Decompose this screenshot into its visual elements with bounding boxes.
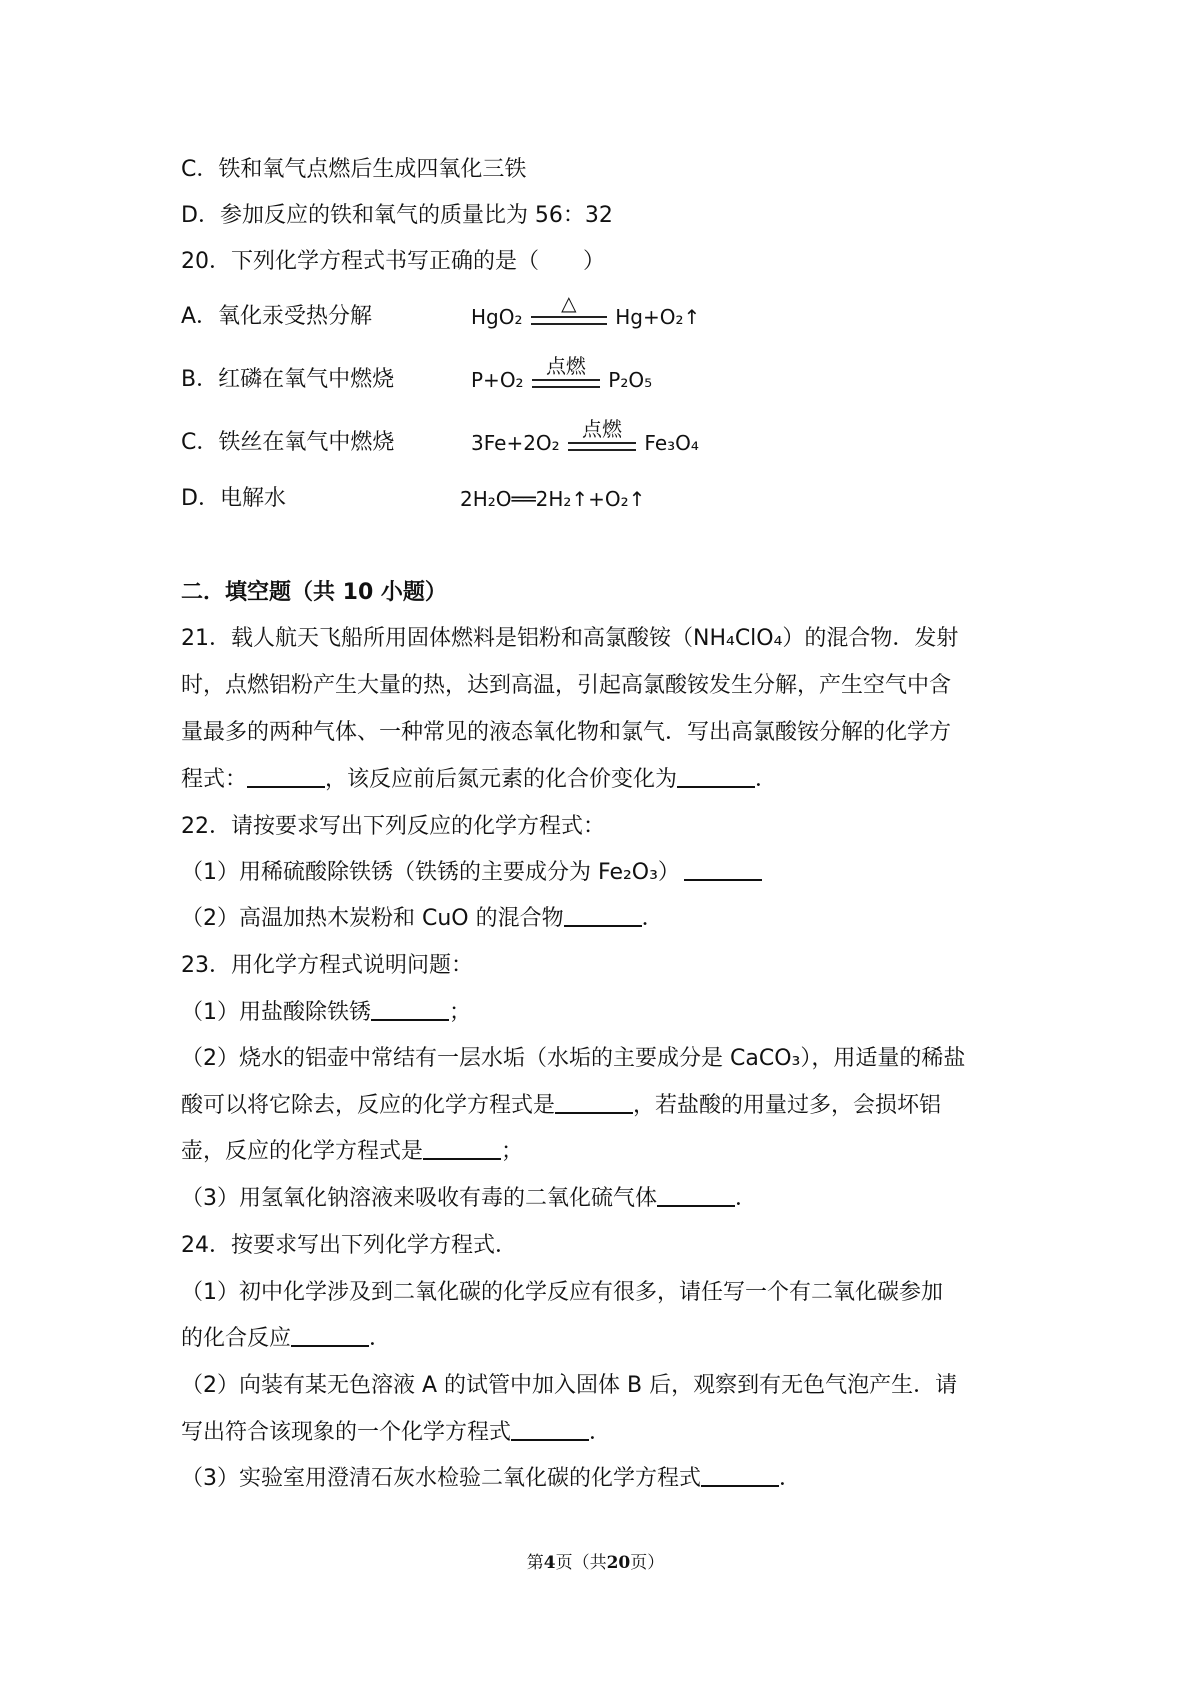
q23-part-2-line-1: （2）烧水的铝壶中常结有一层水垢（水垢的主要成分是 CaCO₃），用适量的稀盐 (181, 1046, 966, 1071)
q23-part-2-line-3 (181, 1137, 523, 1167)
q23-part-3-end: ． (735, 1186, 758, 1211)
q21-text-c: ． (755, 767, 778, 792)
double-line (531, 316, 607, 325)
q24-part-3-end: ． (779, 1466, 802, 1491)
q22-part-1-text: （1）用稀硫酸除铁锈（铁锈的主要成分为 Fe₂O₃） (181, 860, 680, 885)
condition-label: 点燃 (545, 354, 586, 378)
answer-blank[interactable] (657, 1185, 735, 1207)
q23-part-2-end: ； (501, 1139, 524, 1164)
page-footer (0, 1548, 1191, 1573)
equation-reactants: P+O₂ (471, 368, 524, 392)
q20-option-a-label: A．氧化汞受热分解 (181, 304, 373, 329)
q24-part-2-line-2 (181, 1418, 611, 1448)
reaction-condition (529, 291, 609, 332)
q22-stem: 22．请按要求写出下列反应的化学方程式： (181, 814, 605, 839)
equation-reactants: HgO₂ (471, 305, 523, 329)
footer-prefix: 第 (526, 1553, 544, 1573)
q24-part-3-text: （3）实验室用澄清石灰水检验二氧化碳的化学方程式 (181, 1466, 701, 1491)
q24-part-2-text-b: 写出符合该现象的一个化学方程式 (181, 1420, 512, 1445)
answer-blank[interactable] (564, 905, 642, 927)
q24-part-3 (181, 1464, 801, 1494)
q19-option-c: C．铁和氧气点燃后生成四氧化三铁 (181, 157, 527, 182)
answer-blank[interactable] (511, 1419, 589, 1441)
q20-option-d-label: D．电解水 (181, 486, 286, 511)
q21-line-2: 时，点燃铝粉产生大量的热，达到高温，引起高氯酸铵发生分解，产生空气中含 (181, 673, 952, 698)
q23-part-1 (181, 998, 471, 1028)
answer-blank[interactable] (555, 1092, 633, 1114)
q24-stem: 24．按要求写出下列化学方程式． (181, 1233, 517, 1258)
equation-products: P₂O₅ (608, 368, 653, 392)
q20-option-a-equation (471, 291, 701, 332)
reaction-condition (530, 354, 602, 395)
answer-blank[interactable] (247, 766, 325, 788)
q20-option-d-equation: 2H₂O══2H₂↑+O₂↑ (460, 487, 646, 511)
q22-part-1 (181, 858, 762, 888)
condition-label: 点燃 (582, 417, 623, 441)
footer-middle: 页（共 (555, 1553, 607, 1573)
q23-part-1-text: （1）用盐酸除铁锈 (181, 1000, 371, 1025)
q20-option-b-equation (471, 354, 653, 395)
q21-line-3: 量最多的两种气体、一种常见的液态氧化物和氯气．写出高氯酸铵分解的化学方 (181, 720, 952, 745)
q20-option-c-equation (471, 417, 699, 458)
answer-blank[interactable] (291, 1325, 369, 1347)
q24-part-1-line-1: （1）初中化学涉及到二氧化碳的化学反应有很多，请任写一个有二氧化碳参加 (181, 1280, 943, 1305)
q24-part-2-line-1: （2）向装有某无色溶液 A 的试管中加入固体 B 后，观察到有无色气泡产生．请 (181, 1373, 958, 1398)
equation-products: Fe₃O₄ (644, 431, 699, 455)
current-page-number: 4 (543, 1553, 556, 1573)
q21-line-1: 21．载人航天飞船所用固体燃料是铝粉和高氯酸铵（NH₄ClO₄）的混合物．发射 (181, 626, 959, 651)
q23-stem: 23．用化学方程式说明问题： (181, 953, 473, 978)
reaction-condition (566, 417, 638, 458)
q19-option-d: D．参加反应的铁和氧气的质量比为 56：32 (181, 203, 613, 228)
answer-blank[interactable] (684, 859, 762, 881)
q23-part-3 (181, 1184, 757, 1214)
q20-option-b-label: B．红磷在氧气中燃烧 (181, 367, 395, 392)
answer-blank[interactable] (423, 1138, 501, 1160)
q22-part-2-end: ． (641, 906, 664, 931)
q23-part-1-end: ； (449, 1000, 472, 1025)
q24-part-1-end: ． (369, 1326, 392, 1351)
answer-blank[interactable] (371, 999, 449, 1021)
double-line (568, 442, 636, 451)
q20-option-c-label: C．铁丝在氧气中燃烧 (181, 430, 395, 455)
q24-part-2-end: ． (589, 1420, 612, 1445)
q23-part-2-text-b2: ，若盐酸的用量过多，会损坏铝 (633, 1093, 942, 1118)
q21-line-4 (181, 765, 777, 795)
condition-label: △ (561, 291, 577, 315)
q23-part-2-line-2 (181, 1091, 941, 1121)
q22-part-2-text: （2）高温加热木炭粉和 CuO 的混合物 (181, 906, 564, 931)
answer-blank[interactable] (677, 766, 755, 788)
answer-blank[interactable] (701, 1465, 779, 1487)
q22-part-2 (181, 904, 664, 934)
double-line (532, 379, 600, 388)
q20-stem: 20．下列化学方程式书写正确的是（ ） (181, 249, 605, 274)
q23-part-2-text-b: 酸可以将它除去，反应的化学方程式是 (181, 1093, 556, 1118)
q23-part-3-text: （3）用氢氧化钠溶液来吸收有毒的二氧化硫气体 (181, 1186, 657, 1211)
equation-products: Hg+O₂↑ (615, 305, 701, 329)
q21-text-a: 程式： (181, 767, 248, 792)
q21-text-b: ，该反应前后氮元素的化合价变化为 (325, 767, 678, 792)
section-heading: 二．填空题（共 10 小题） (181, 580, 447, 605)
footer-suffix: 页） (630, 1553, 665, 1573)
q24-part-1-text-b: 的化合反应 (181, 1326, 292, 1351)
equation-reactants: 3Fe+2O₂ (471, 431, 560, 455)
q23-part-2-text-c: 壶，反应的化学方程式是 (181, 1139, 424, 1164)
total-page-count: 20 (606, 1553, 631, 1573)
q24-part-1-line-2 (181, 1324, 391, 1354)
